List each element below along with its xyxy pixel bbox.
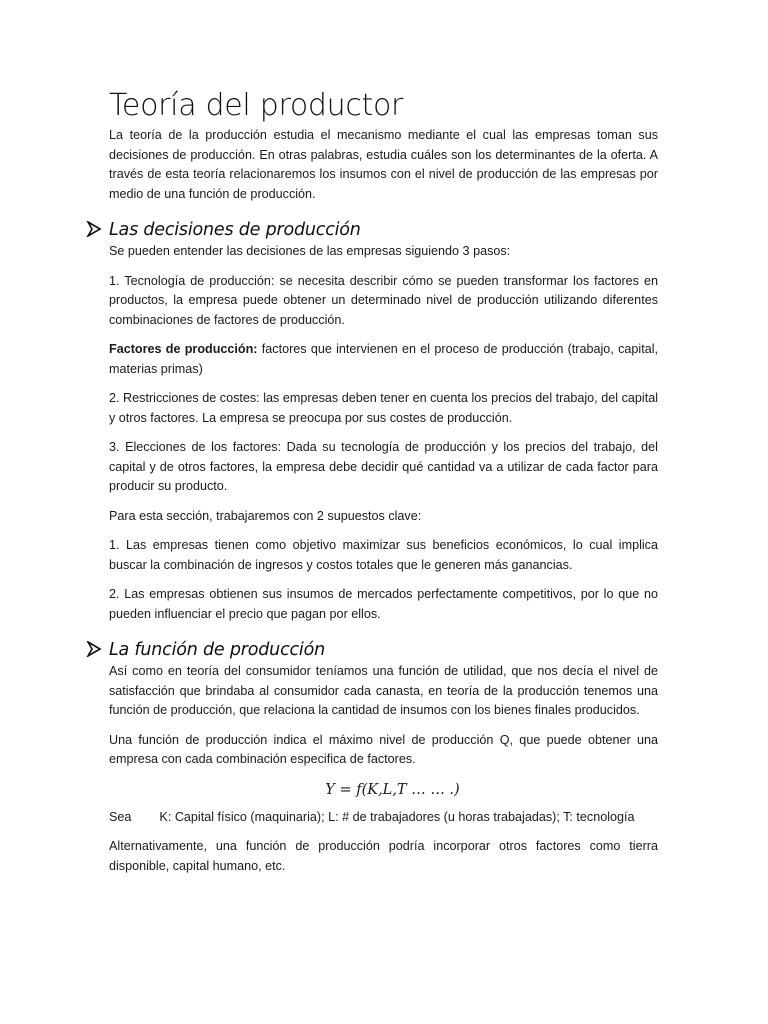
supuesto-2-paragraph: 2. Las empresas obtienen sus insumos de mercados perfectamente competitivos, por lo que no pueden influenciar el precio que pagan por ellos. — [109, 587, 658, 621]
factores-paragraph — [109, 340, 658, 379]
intro-paragraph: La teoría de la producción estudia el mecanismo mediante el cual las empresas toman sus decisiones de producción. En otras palabras, estudia cuáles son los determinantes de la oferta. A través de esta teoría relacionaremos los insumos con el nivel de producción de las empresas por medio de una función de producción. — [109, 128, 658, 201]
supuestos-lead: Para esta sección, trabajaremos con 2 supuestos clave: — [109, 508, 422, 523]
production-function-equation: Y = f(K,L,T … … .) — [325, 781, 460, 798]
funcion-paragraph-1: Así como en teoría del consumidor teníamos una función de utilidad, que nos decía el nivel de satisfacción que brindaba al consumidor cada canasta, en teoría de la producción tenemos una función de producción, que relaciona la cantidad de insumos con los bienes finales producidos. — [109, 664, 658, 717]
document-page — [109, 86, 658, 886]
section-funcion — [109, 638, 658, 662]
sea-paragraph — [109, 808, 658, 828]
arrow-bullet-icon — [86, 221, 102, 237]
sea-text: K: Capital físico (maquinaria); L: # de trabajadores (u horas trabajadas); T: tecnología — [159, 809, 635, 824]
section-decisiones — [109, 218, 658, 242]
step-2-paragraph: 2. Restricciones de costes: las empresas deben tener en cuenta los precios del trabajo, del capital y otros factores. La empresa se preocupa por sus costes de producción. — [109, 391, 658, 425]
page-title: Teoría del productor — [109, 88, 404, 123]
step-3-paragraph: 3. Elecciones de los factores: Dada su tecnología de producción y los precios del trabajo, del capital y de otros factores, la empresa debe decidir qué cantidad va a utilizar de cada factor para producir su producto. — [109, 440, 658, 493]
factores-label: Factores de producción: — [109, 342, 258, 356]
funcion-paragraph-3: Alternativamente, una función de producción podría incorporar otros factores como tierra disponible, capital humano, etc. — [109, 839, 658, 873]
factores-text: factores que intervienen en el proceso de producción (trabajo, capital, materias primas) — [109, 342, 658, 376]
section-lead: Se pueden entender las decisiones de las empresas siguiendo 3 pasos: — [109, 244, 511, 258]
section-heading: Las decisiones de producción — [109, 220, 361, 240]
supuesto-1-paragraph: 1. Las empresas tienen como objetivo maximizar sus beneficios económicos, lo cual implica buscar la combinación de ingresos y costos totales que le generen más ganancias. — [109, 538, 658, 572]
arrow-bullet-icon — [86, 641, 102, 657]
step-1-paragraph: 1. Tecnología de producción: se necesita describir cómo se pueden transformar los factores en productos, la empresa puede obtener un determinado nivel de producción utilizando diferentes combinaciones de factores de producción. — [109, 273, 658, 327]
section-heading: La función de producción — [109, 640, 325, 660]
funcion-paragraph-2: Una función de producción indica el máximo nivel de producción Q, que puede obtener una empresa con cada combinación especifica de factores. — [109, 732, 658, 766]
sea-label: Sea — [109, 809, 132, 824]
